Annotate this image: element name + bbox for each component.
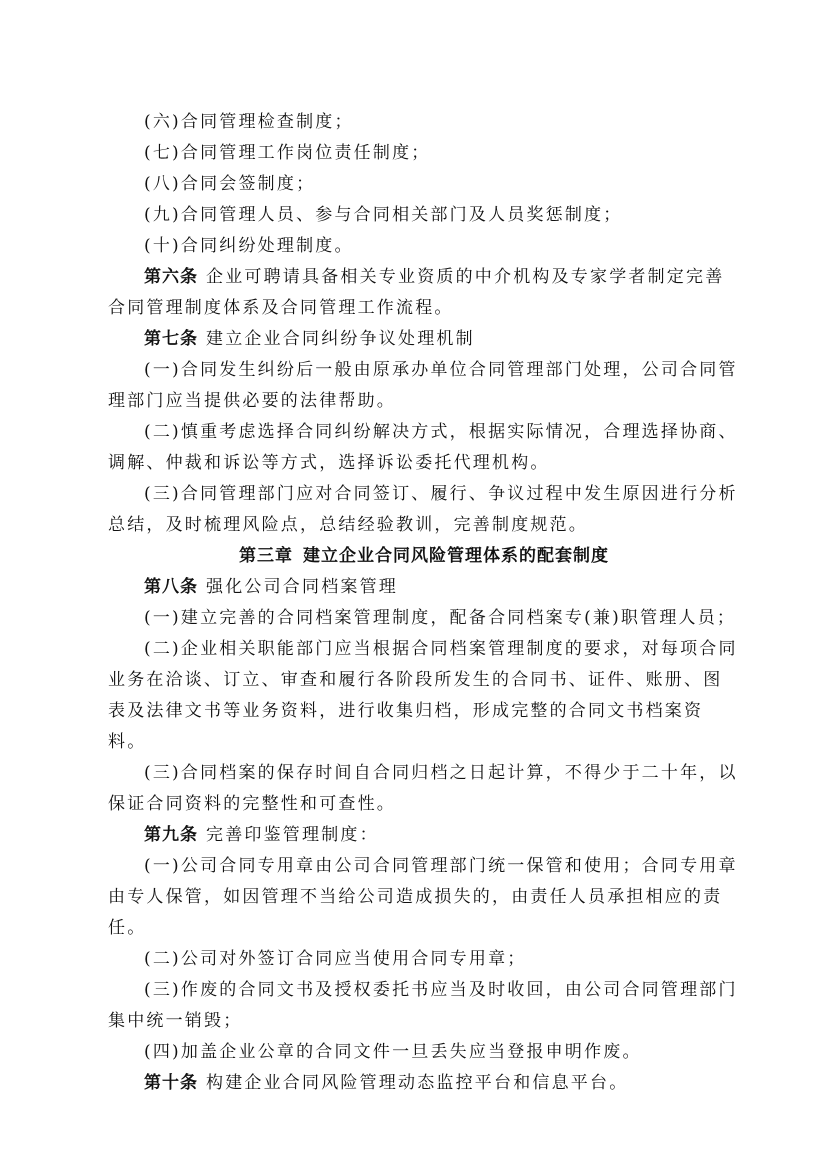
- clause-6: (六)合同管理检查制度；: [144, 112, 354, 132]
- article-8-item-1: (一)建立完善的合同档案管理制度，配备合同档案专(兼)职管理人员；: [144, 608, 737, 628]
- article-7: [108, 324, 740, 355]
- article-8-item-2: (二)企业相关职能部门应当根据合同档案管理制度的要求，对每项合同业务在洽谈、订立、审查和履行各阶段所发生的合同书、证件、账册、图表及法律文书等业务资料，进行收集归档，形成完整的合同文书档案资料。: [108, 639, 738, 752]
- article-6-title: 第六条: [144, 267, 198, 287]
- article-8-title: 第八条: [144, 577, 198, 597]
- article-7-item-2: (二)慎重考虑选择合同纠纷解决方式，根据实际情况，合理选择协商、调解、仲裁和诉讼等方式，选择诉讼委托代理机构。: [108, 422, 738, 473]
- article-10-title: 第十条: [144, 1073, 198, 1093]
- article-9: [108, 820, 740, 851]
- article-8-item-3: (三)合同档案的保存时间自合同归档之日起计算，不得少于二十年，以保证合同资料的完整性和可查性。: [108, 763, 738, 814]
- article-6-text: 企业可聘请具备相关专业资质的中介机构及专家学者制定完善合同管理制度体系及合同管理工作流程。: [108, 267, 725, 318]
- article-9-item-3: (三)作废的合同文书及授权委托书应当及时收回，由公司合同管理部门集中统一销毁；: [108, 980, 738, 1031]
- article-7-item-3: (三)合同管理部门应对合同签订、履行、争议过程中发生原因进行分析总结，及时梳理风险点，总结经验教训，完善制度规范。: [108, 484, 738, 535]
- document-body: [108, 107, 740, 1099]
- article-8-text: 强化公司合同档案管理: [206, 577, 398, 597]
- chapter-heading: [108, 541, 740, 572]
- article-8: [108, 572, 740, 603]
- article-7-title: 第七条: [144, 329, 198, 349]
- article-9-item-1: (一)公司合同专用章由公司合同管理部门统一保管和使用；合同专用章由专人保管，如因管理不当给公司造成损失的，由责任人员承担相应的责任。: [108, 856, 738, 938]
- clause-8: (八)合同会签制度；: [144, 174, 316, 194]
- article-9-item-2: (二)公司对外签订合同应当使用合同专用章；: [144, 949, 527, 969]
- clause-9: (九)合同管理人员、参与合同相关部门及人员奖惩制度；: [144, 205, 623, 225]
- clause-7: (七)合同管理工作岗位责任制度；: [144, 143, 431, 163]
- article-9-title: 第九条: [144, 825, 198, 845]
- article-10-text: 构建企业合同风险管理动态监控平台和信息平台。: [206, 1073, 629, 1093]
- article-6: [108, 262, 740, 324]
- chapter-number: 第三章: [239, 546, 293, 566]
- article-7-text: 建立企业合同纠纷争议处理机制: [206, 329, 475, 349]
- article-9-item-4: (四)加盖企业公章的合同文件一旦丢失应当登报申明作废。: [144, 1042, 642, 1062]
- article-10: [108, 1068, 740, 1099]
- clause-10: (十)合同纠纷处理制度。: [144, 236, 354, 256]
- chapter-title: 建立企业合同风险管理体系的配套制度: [303, 546, 609, 566]
- article-9-text: 完善印鉴管理制度：: [206, 825, 379, 845]
- article-7-item-1: (一)合同发生纠纷后一般由原承办单位合同管理部门处理，公司合同管理部门应当提供必要的法律帮助。: [108, 360, 738, 411]
